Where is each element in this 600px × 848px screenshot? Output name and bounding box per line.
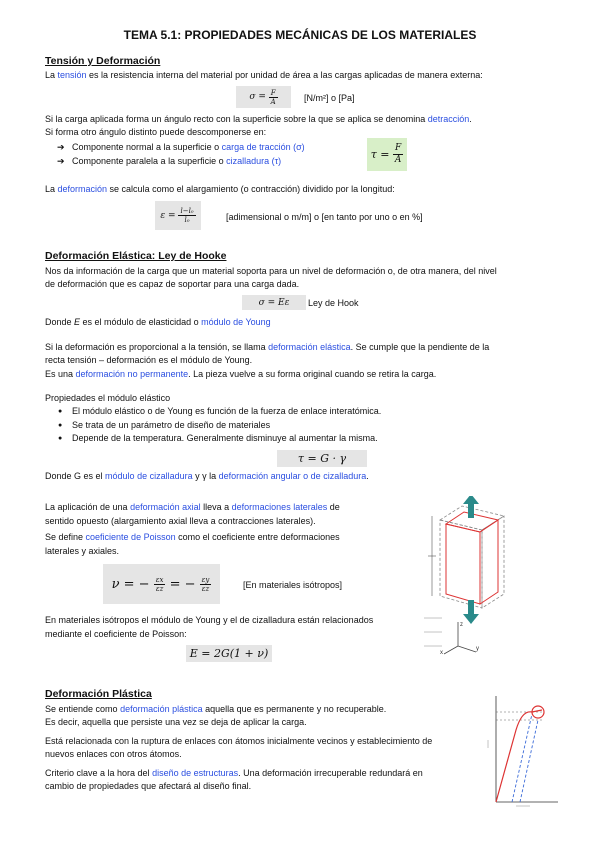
paragraph-hooke-1b: de deformación que es capaz de soportar para una carga dada.	[45, 279, 300, 289]
list-item: ● El módulo elástico o de Young es función de la fuerza de enlace interatómica.	[45, 405, 445, 419]
paragraph-traccion: Si la carga aplicada forma un ángulo recto con la superficie sobre la que se aplica se denomina detracción.	[45, 114, 472, 124]
paragraph-no-permanente: Es una deformación no permanente. La pieza vuelve a su forma original cuando se retira la carga.	[45, 369, 437, 379]
formula-hooke: σ = Eε	[242, 295, 306, 310]
paragraph-young: Donde E es el módulo de elasticidad o módulo de Young	[45, 317, 271, 327]
paragraph-poisson-b: laterales y axiales.	[45, 546, 120, 556]
small-formula-note	[422, 610, 462, 654]
section-heading-tension: Tensión y Deformación	[45, 55, 161, 67]
formula-poisson: ν = − $\frac{\varepsilon x}{\varepsilon z}$ = − $\frac{\varepsilon y}{\varepsilon z}$	[103, 564, 220, 604]
list-item: ● Depende de la temperatura. Generalmente disminuye al aumentar la misma.	[45, 432, 445, 446]
paragraph-plastica-b: Es decir, aquella que persiste una vez se deja de aplicar la carga.	[45, 717, 307, 727]
section-heading-plastica: Deformación Plástica	[45, 688, 152, 700]
formula-stress: σ = $\frac{F}{A}$	[236, 86, 291, 108]
hooke-label: Ley de Hook	[308, 298, 359, 308]
paragraph-otro-angulo: Si forma otro ángulo distinto puede descomponerse en:	[45, 127, 267, 137]
paragraph-isotropos-b: mediante el coeficiente de Poisson:	[45, 629, 187, 639]
paragraph-elastica-b: recta tensión – deformación es el módulo de Young.	[45, 355, 253, 365]
formula-e-g-relation: E = 2G(1 + ν)	[186, 645, 272, 662]
paragraph-hooke-1: Nos da información de la carga que un material soporta para un nivel de deformación o, de otra manera, del nivel	[45, 266, 497, 276]
stress-units: [N/m²] o [Pa]	[304, 93, 355, 103]
poisson-label: [En materiales isótropos]	[243, 580, 343, 590]
axis-label-z: z	[460, 622, 463, 628]
formula-shear-modulus: τ = G · γ	[277, 450, 367, 467]
paragraph-enlaces-b: nuevos enlaces con otros átomos.	[45, 749, 182, 759]
list-item: ➔ Componente normal a la superficie o carga de tracción (σ)	[45, 141, 365, 155]
strain-units: [adimensional o m/m] o [en tanto por uno o en %]	[226, 212, 423, 222]
paragraph-deformacion: La deformación se calcula como el alargamiento (o contracción) dividido por la longitud:	[45, 184, 395, 194]
list-young-properties	[45, 405, 445, 446]
list-components	[45, 141, 365, 168]
axis-label-x: x	[440, 650, 443, 656]
paragraph-enlaces: Está relacionada con la ruptura de enlaces con átomos inicialmente vecinos y establecimiento de	[45, 736, 433, 746]
paragraph-cizalladura: Donde G es el módulo de cizalladura y γ la deformación angular o de cizalladura.	[45, 471, 369, 481]
paragraph-criterio-b: cambio de propiedades que afectará al diseño final.	[45, 781, 252, 791]
paragraph-criterio: Criterio clave a la hora del diseño de estructuras. Una deformación irrecuperable redundará en	[45, 768, 423, 778]
paragraph-axial: La aplicación de una deformación axial lleva a deformaciones laterales de	[45, 502, 340, 512]
paragraph-poisson: Se define coeficiente de Poisson como el coeficiente entre deformaciones	[45, 532, 340, 542]
paragraph-propiedades: Propiedades el módulo elástico	[45, 393, 171, 403]
paragraph-axial-b: sentido opuesto (alargamiento axial lleva a contracciones laterales).	[45, 516, 316, 526]
stress-strain-figure	[482, 690, 562, 810]
paragraph-plastica: Se entiende como deformación plástica aquella que es permanente y no recuperable.	[45, 704, 387, 714]
paragraph-elastica: Si la deformación es proporcional a la tensión, se llama deformación elástica. Se cumple que la pendiente de la	[45, 342, 490, 352]
list-item: ● Se trata de un parámetro de diseño de materiales	[45, 419, 445, 433]
formula-strain: ε = $\frac{\text{l−l₀}}{\text{l₀}}$	[155, 201, 201, 230]
axis-label-y: y	[476, 646, 479, 652]
paragraph-tension-def: La tensión es la resistencia interna del material por unidad de área a las cargas aplicadas de manera externa:	[45, 70, 483, 80]
paragraph-isotropos: En materiales isótropos el módulo de Young y el de cizalladura están relacionados	[45, 615, 374, 625]
section-heading-hooke: Deformación Elástica: Ley de Hooke	[45, 250, 227, 262]
page-title: TEMA 5.1: PROPIEDADES MECÁNICAS DE LOS MATERIALES	[123, 28, 477, 42]
formula-shear-stress: τ = $\frac{F}{A}$	[367, 138, 407, 171]
list-item: ➔ Componente paralela a la superficie o cizalladura (τ)	[45, 155, 365, 169]
